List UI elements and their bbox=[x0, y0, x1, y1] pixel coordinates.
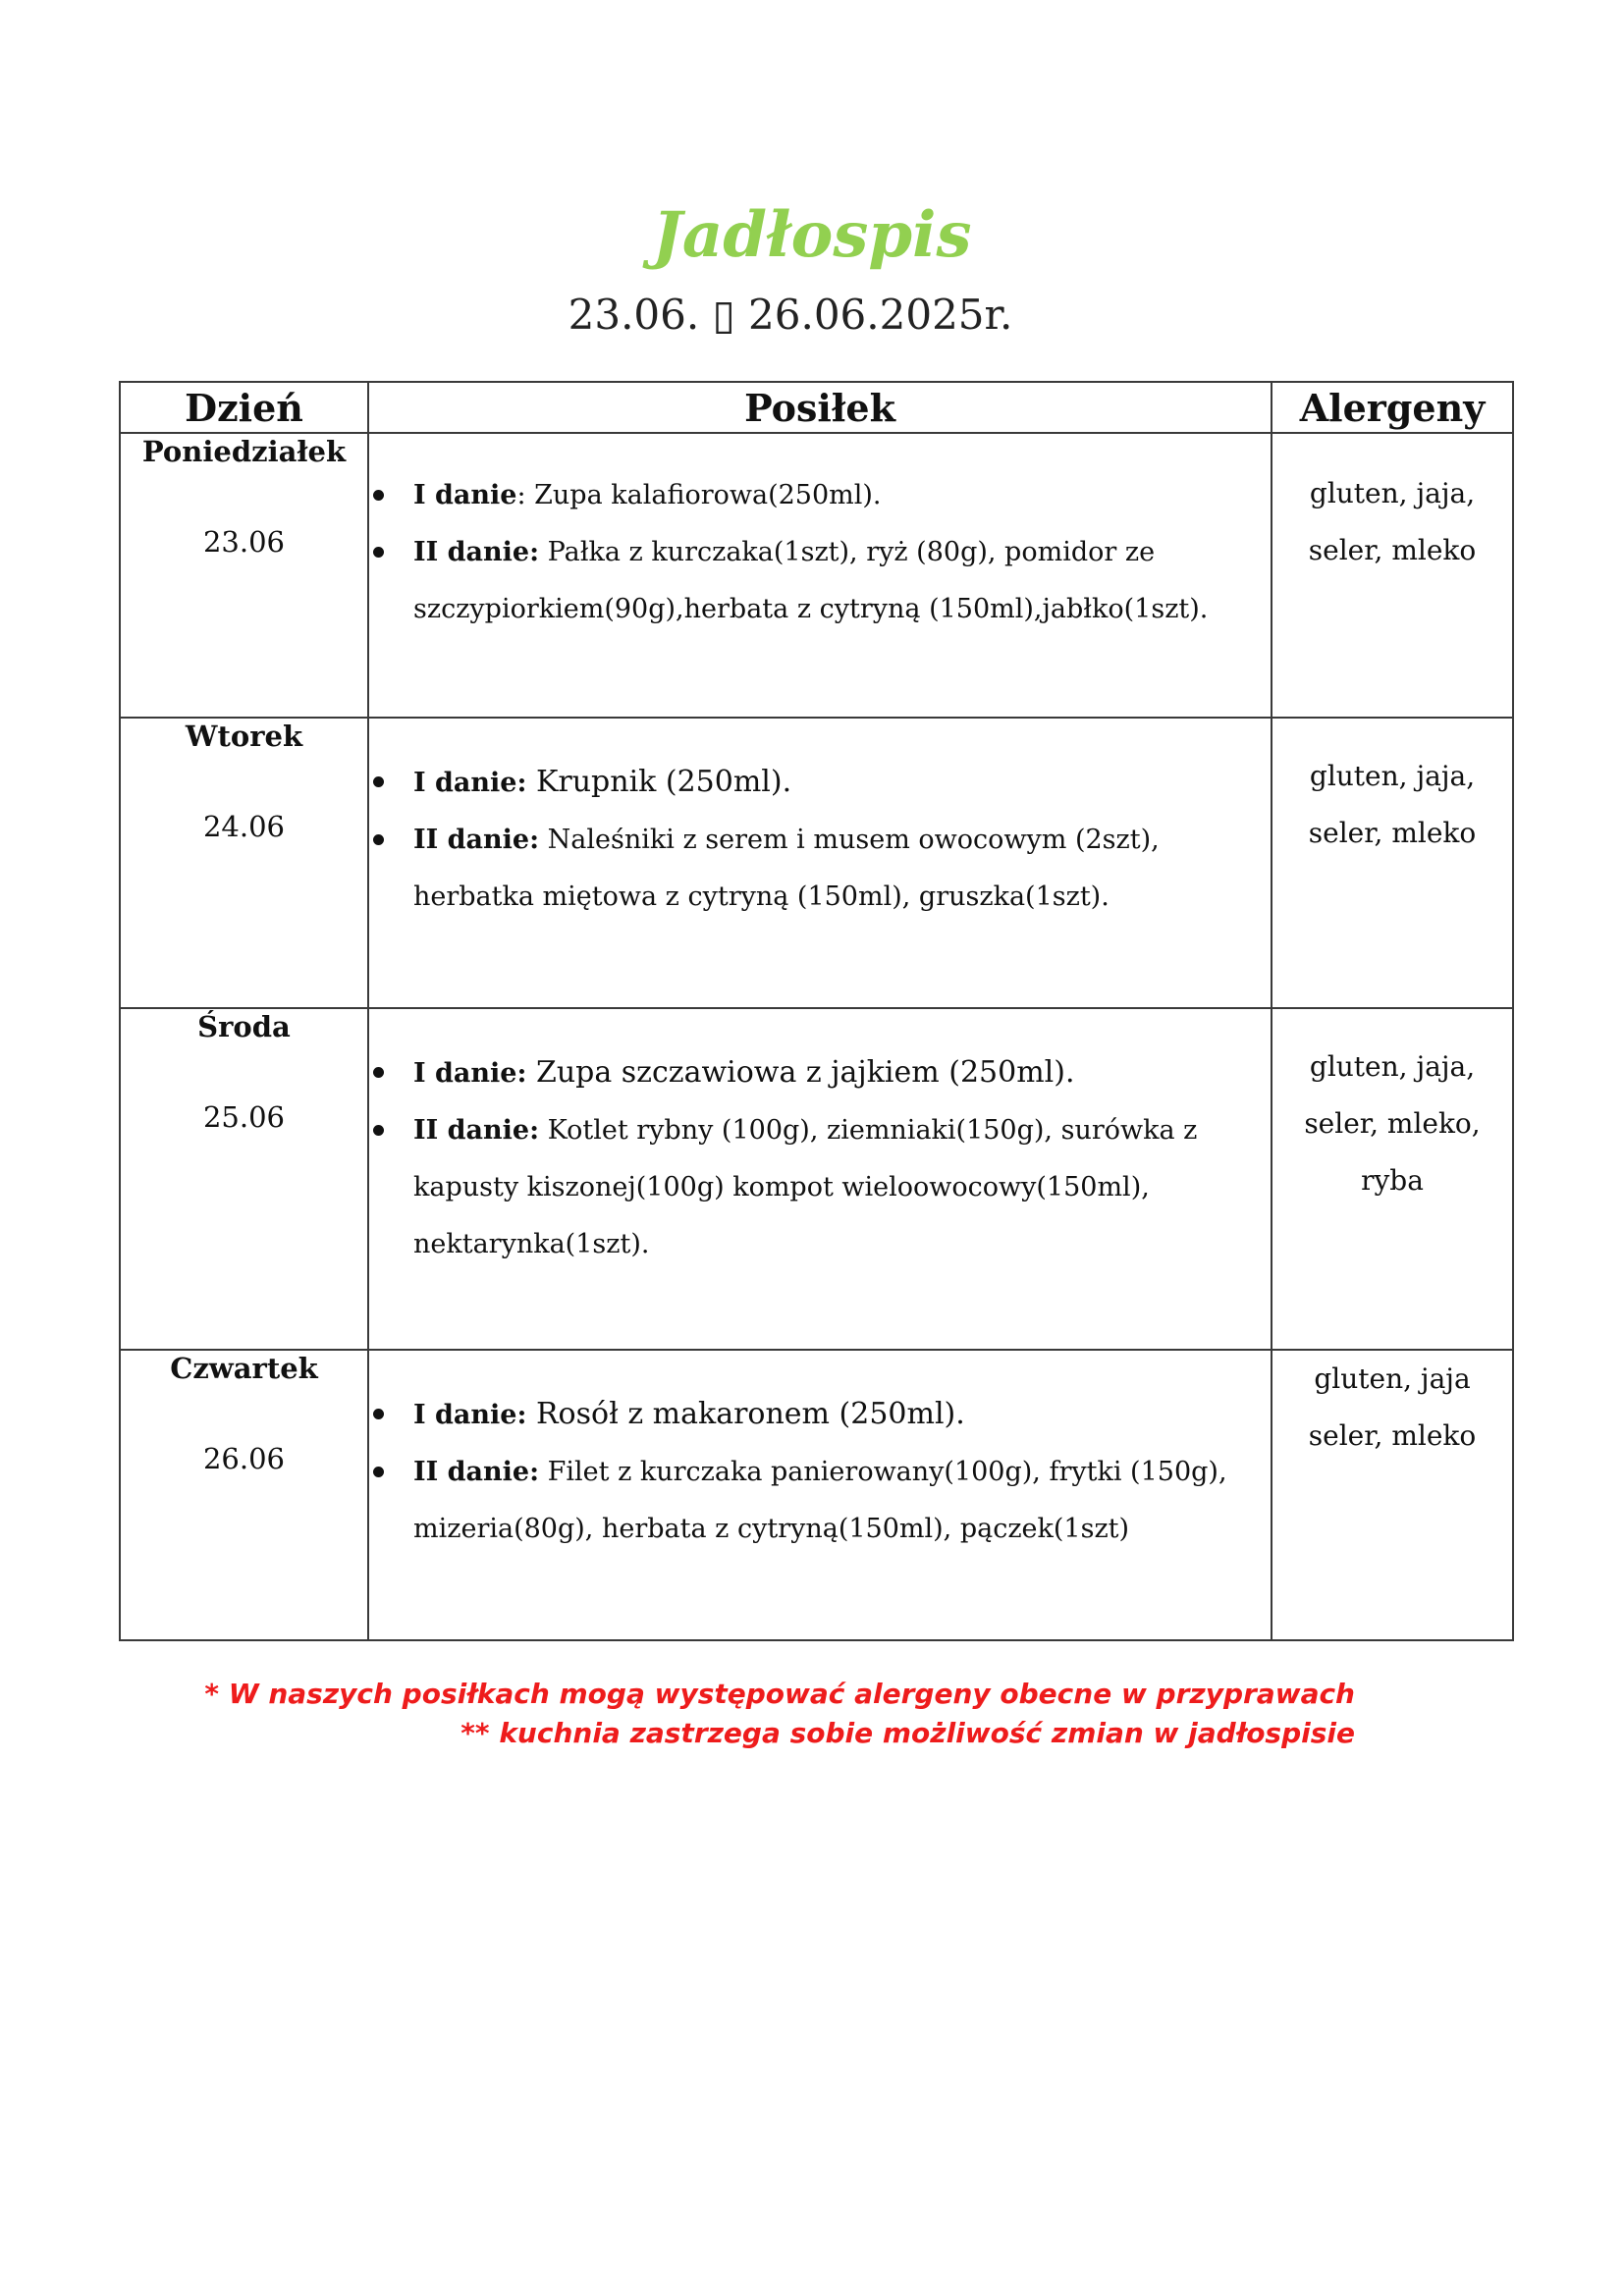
header-day: Dzień bbox=[120, 382, 368, 433]
course-text: Rosół z makaronem (250ml). bbox=[526, 1397, 965, 1431]
day-name: Wtorek bbox=[185, 720, 303, 753]
allergens-cell bbox=[1272, 433, 1513, 718]
allergen-line: gluten, jaja, bbox=[1309, 1050, 1476, 1083]
list-item bbox=[369, 467, 1271, 524]
bullet-icon bbox=[373, 1409, 384, 1419]
allergen-line: ryba bbox=[1361, 1164, 1424, 1197]
allergen-line: gluten, jaja, bbox=[1309, 760, 1476, 792]
course-list bbox=[369, 754, 1271, 926]
table-row bbox=[120, 718, 1513, 1008]
course-text: Krupnik (250ml). bbox=[526, 765, 792, 799]
course-text: Kotlet rybny (100g), ziemniaki(150g), surówka z kapusty kiszonej(100g) kompot wieloowocowy(150ml), nektarynka(1szt). bbox=[413, 1115, 1198, 1259]
meal-cell bbox=[368, 1008, 1272, 1350]
allergen-line: seler, mleko bbox=[1308, 534, 1477, 566]
course-label: I danie bbox=[413, 480, 517, 510]
table-row bbox=[120, 433, 1513, 718]
bullet-icon bbox=[373, 490, 384, 501]
date-range: 23.06. ▯ 26.06.2025r. bbox=[568, 291, 1013, 339]
allergen-line: seler, mleko bbox=[1308, 817, 1477, 849]
bullet-icon bbox=[373, 776, 384, 787]
table-row bbox=[120, 1008, 1513, 1350]
course-list bbox=[369, 1044, 1271, 1273]
bullet-icon bbox=[373, 1067, 384, 1078]
meal-cell bbox=[368, 433, 1272, 718]
menu-table bbox=[119, 381, 1514, 1641]
list-item bbox=[369, 1044, 1271, 1102]
table-row bbox=[120, 1350, 1513, 1640]
header-row bbox=[120, 382, 1513, 433]
allergens-cell bbox=[1272, 718, 1513, 1008]
day-date: 25.06 bbox=[202, 1100, 286, 1134]
day-cell bbox=[120, 1008, 368, 1350]
allergen-line: seler, mleko bbox=[1308, 1419, 1477, 1452]
day-date: 24.06 bbox=[202, 810, 286, 843]
allergen-line: gluten, jaja, bbox=[1309, 477, 1476, 509]
list-item bbox=[369, 754, 1271, 812]
list-item bbox=[369, 1102, 1271, 1273]
list-item bbox=[369, 812, 1271, 926]
course-label: I danie: bbox=[413, 1058, 527, 1089]
footnote-changes: ** kuchnia zastrzega sobie możliwość zmian w jadłospisie bbox=[460, 1717, 1355, 1749]
meal-cell bbox=[368, 1350, 1272, 1640]
allergen-line: gluten, jaja bbox=[1314, 1362, 1471, 1395]
list-item bbox=[369, 524, 1271, 638]
day-name: Czwartek bbox=[170, 1352, 318, 1385]
list-item bbox=[369, 1386, 1271, 1444]
header-meal: Posiłek bbox=[368, 382, 1272, 433]
header-allergens: Alergeny bbox=[1272, 382, 1513, 433]
course-label: II danie: bbox=[413, 537, 540, 567]
course-label: II danie: bbox=[413, 1457, 540, 1487]
course-text: Pałka z kurczaka(1szt), ryż (80g), pomidor ze szczypiorkiem(90g),herbata z cytryną (150ml),jabłko(1szt). bbox=[413, 537, 1209, 624]
allergens-cell bbox=[1272, 1008, 1513, 1350]
day-date: 26.06 bbox=[202, 1442, 286, 1475]
bullet-icon bbox=[373, 834, 384, 845]
bullet-icon bbox=[373, 547, 384, 558]
course-label: II danie: bbox=[413, 825, 540, 855]
footnotes bbox=[204, 1675, 1355, 1753]
list-item bbox=[369, 1444, 1271, 1558]
course-label: I danie: bbox=[413, 768, 527, 798]
allergens-cell bbox=[1272, 1350, 1513, 1640]
course-text: Naleśniki z serem i musem owocowym (2szt), herbatka miętowa z cytryną (150ml), gruszka(1szt). bbox=[413, 825, 1160, 912]
bullet-icon bbox=[373, 1467, 384, 1477]
meal-cell bbox=[368, 718, 1272, 1008]
day-cell bbox=[120, 1350, 368, 1640]
course-text: Zupa szczawiowa z jajkiem (250ml). bbox=[526, 1055, 1075, 1090]
day-cell bbox=[120, 433, 368, 718]
course-label: II danie: bbox=[413, 1115, 540, 1146]
course-text: : Zupa kalafiorowa(250ml). bbox=[516, 480, 882, 510]
course-list bbox=[369, 1386, 1271, 1558]
page-title: Jadłospis bbox=[652, 198, 972, 272]
bullet-icon bbox=[373, 1125, 384, 1136]
course-text: Filet z kurczaka panierowany(100g), frytki (150g), mizeria(80g), herbata z cytryną(150ml), pączek(1szt) bbox=[413, 1457, 1227, 1544]
day-name: Środa bbox=[197, 1010, 291, 1043]
footnote-allergens: * W naszych posiłkach mogą występować alergeny obecne w przyprawach bbox=[204, 1678, 1355, 1710]
day-cell bbox=[120, 718, 368, 1008]
course-list bbox=[369, 467, 1271, 638]
allergen-line: seler, mleko, bbox=[1304, 1107, 1481, 1140]
day-date: 23.06 bbox=[202, 525, 286, 559]
course-label: I danie: bbox=[413, 1400, 527, 1430]
day-name: Poniedziałek bbox=[141, 435, 347, 468]
